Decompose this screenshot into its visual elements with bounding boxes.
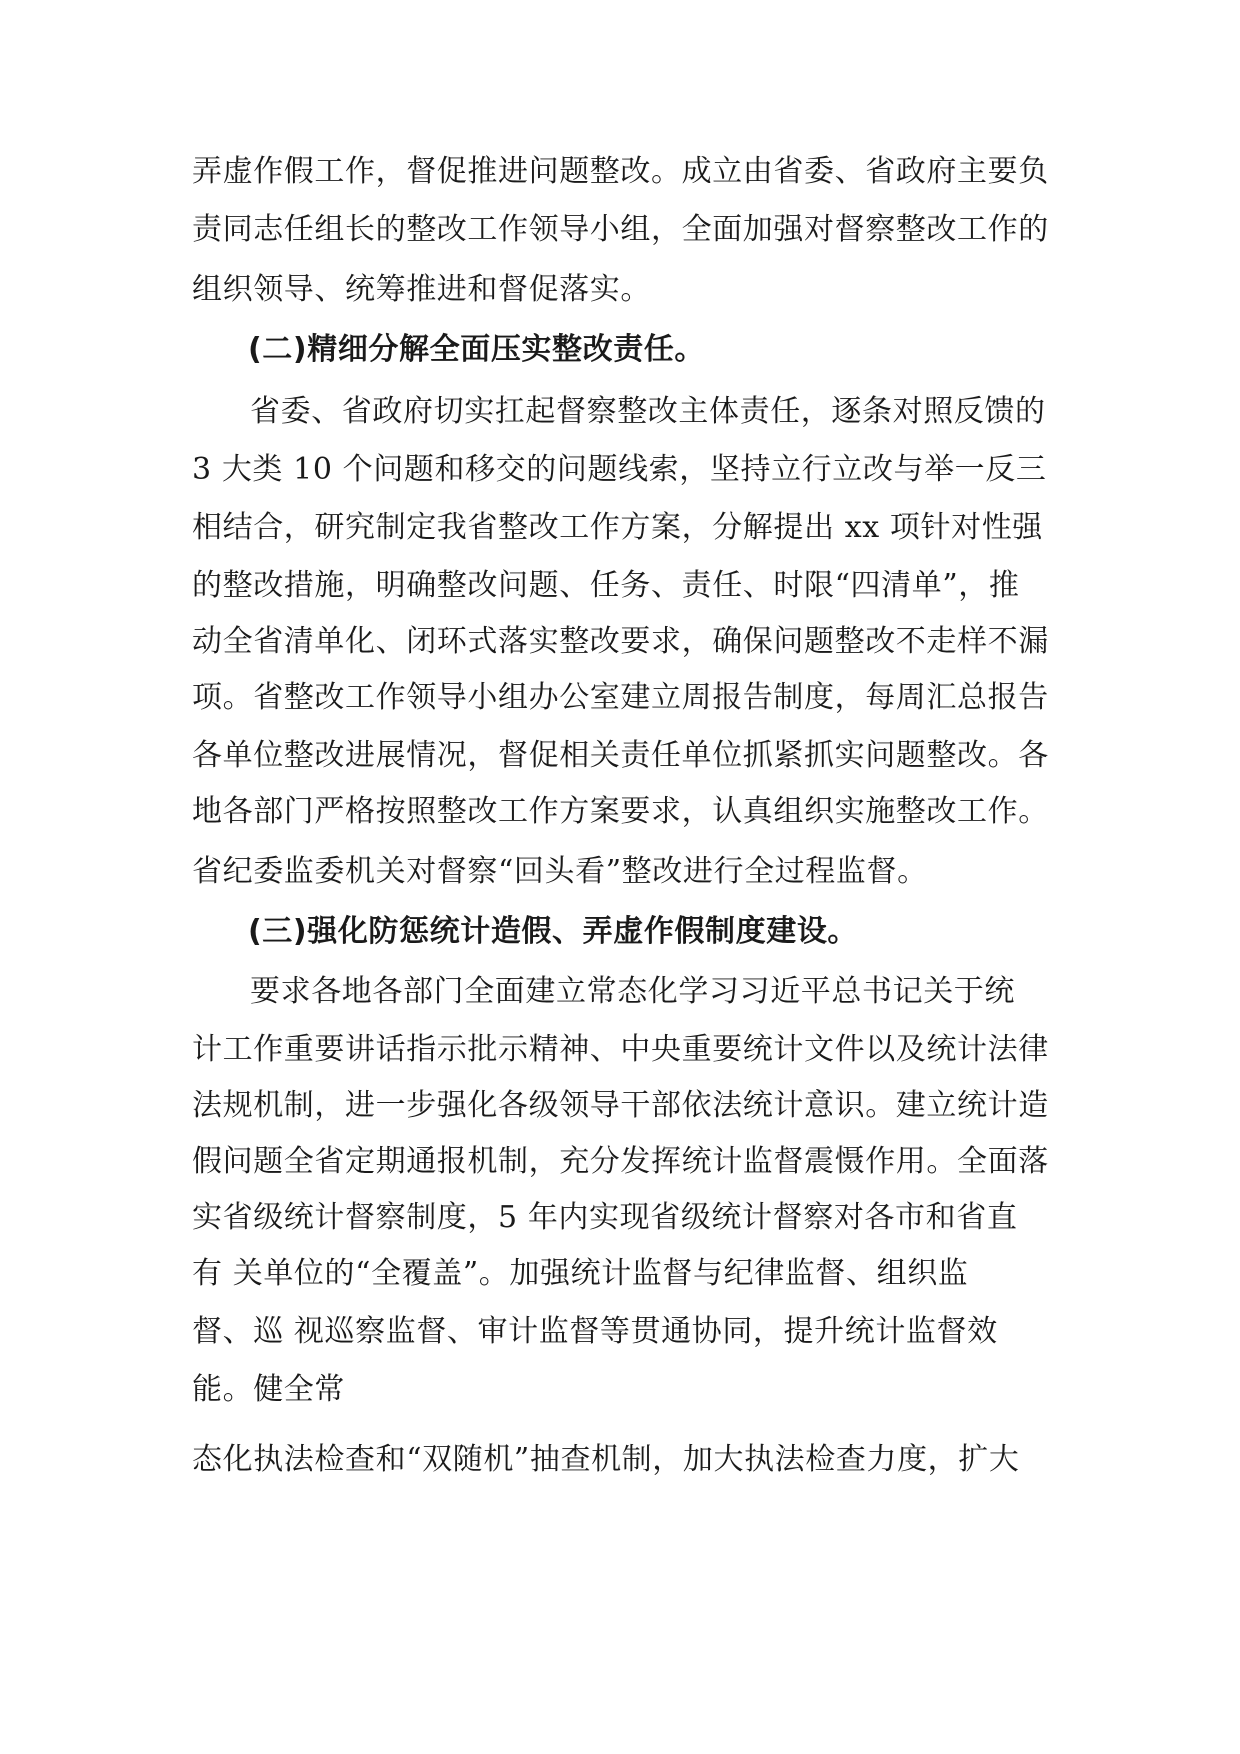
paragraph-line: 项。省整改工作领导小组办公室建立周报告制度，每周汇总报告	[192, 680, 1049, 715]
paragraph-line: 实省级统计督察制度，5 年内实现省级统计督察对各市和省直	[192, 1200, 1018, 1235]
paragraph-line: 的整改措施，明确整改问题、任务、责任、时限“四清单”，推	[192, 568, 1020, 603]
paragraph-line: 3 大类 10 个问题和移交的问题线索，坚持立行立改与举一反三	[192, 452, 1047, 487]
section-heading: (二)精细分解全面压实整改责任。	[248, 332, 706, 367]
paragraph-line: 计工作重要讲话指示批示精神、中央重要统计文件以及统计法律	[192, 1032, 1049, 1067]
paragraph-line: 各单位整改进展情况，督促相关责任单位抓紧抓实问题整改。各	[192, 738, 1049, 773]
paragraph-line: 组织领导、统筹推进和督促落实。	[192, 272, 651, 307]
paragraph-line: 能。健全常	[192, 1372, 345, 1407]
paragraph-line: 相结合，研究制定我省整改工作方案，分解提出 xx 项针对性强	[192, 510, 1043, 545]
paragraph-line: 动全省清单化、闭环式落实整改要求，确保问题整改不走样不漏	[192, 624, 1049, 659]
section-heading: (三)强化防惩统计造假、弄虚作假制度建设。	[248, 914, 859, 949]
paragraph-line: 假问题全省定期通报机制，充分发挥统计监督震慑作用。全面落	[192, 1144, 1049, 1179]
paragraph-line: 要求各地各部门全面建立常态化学习习近平总书记关于统	[250, 974, 1015, 1009]
paragraph-line: 有 关单位的“全覆盖”。加强统计监督与纪律监督、组织监	[192, 1256, 969, 1291]
paragraph-line: 省纪委监委机关对督察“回头看”整改进行全过程监督。	[192, 854, 928, 889]
paragraph-line: 法规机制，进一步强化各级领导干部依法统计意识。建立统计造	[192, 1088, 1049, 1123]
paragraph-line: 省委、省政府切实扛起督察整改主体责任，逐条对照反馈的	[250, 394, 1046, 429]
paragraph-line: 弄虚作假工作，督促推进问题整改。成立由省委、省政府主要负	[192, 154, 1049, 189]
paragraph-line: 态化执法检查和“双随机”抽查机制，加大执法检查力度，扩大	[192, 1442, 1020, 1477]
paragraph-line: 地各部门严格按照整改工作方案要求，认真组织实施整改工作。	[192, 794, 1049, 829]
paragraph-line: 督、巡 视巡察监督、审计监督等贯通协同，提升统计监督效	[192, 1314, 998, 1349]
paragraph-line: 责同志任组长的整改工作领导小组，全面加强对督察整改工作的	[192, 212, 1049, 247]
